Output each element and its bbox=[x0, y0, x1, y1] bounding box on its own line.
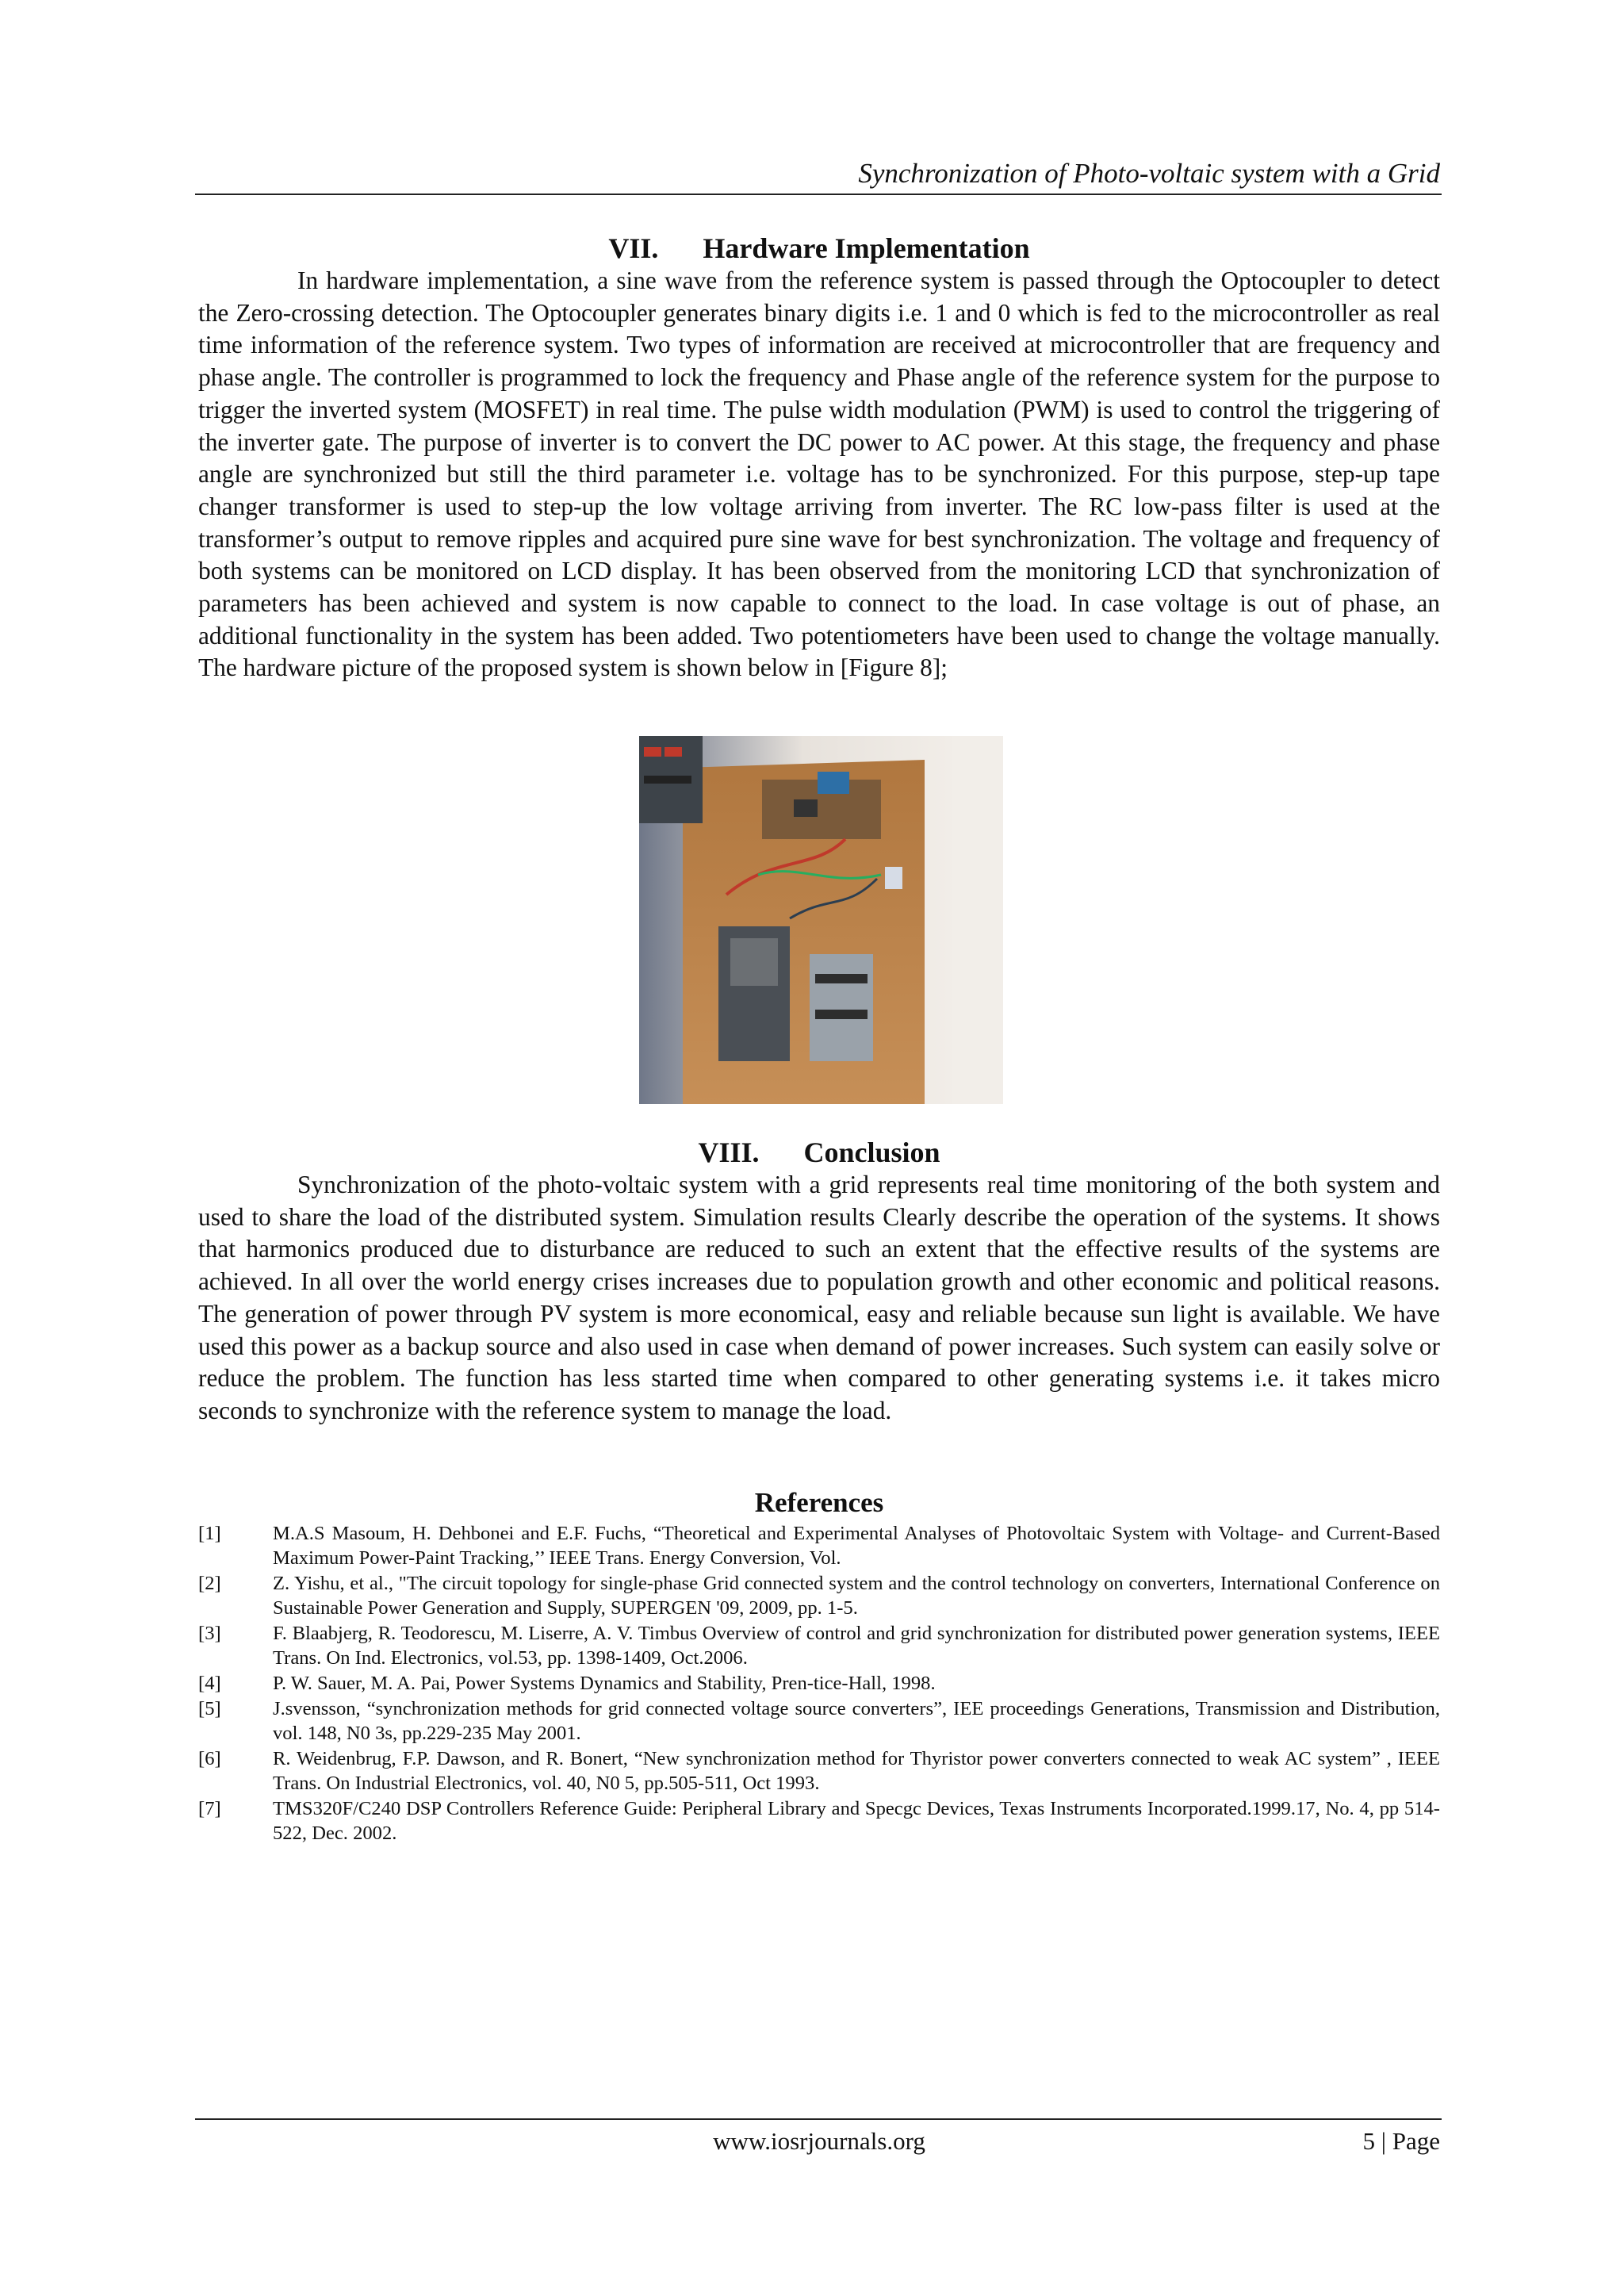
reference-number: [3] bbox=[198, 1623, 221, 1644]
reference-text: R. Weidenbrug, F.P. Dawson, and R. Bonert, “New synchronization method for Thyristor power converters connected to weak AC system” , IEEE Trans. On Industrial Electronics, vol. 40, N0 5, pp.505-511, Oct 1993. bbox=[273, 1748, 1440, 1794]
reference-number: [4] bbox=[198, 1673, 221, 1694]
hardware-photo-drawing bbox=[639, 736, 1003, 1104]
running-title: Synchronization of Photo-voltaic system with a Grid bbox=[858, 158, 1440, 189]
reference-item bbox=[198, 1571, 1440, 1620]
reference-number: [2] bbox=[198, 1573, 221, 1594]
section-title: Hardware Implementation bbox=[703, 232, 1030, 264]
reference-number: [5] bbox=[198, 1698, 221, 1719]
page-number: 5 | Page bbox=[1362, 2127, 1440, 2155]
reference-text: F. Blaabjerg, R. Teodorescu, M. Liserre, A. V. Timbus Overview of control and grid synchronization for distributed power generation systems, IEEE Trans. On Ind. Electronics, vol.53, pp. 1398-1409, Oct.2006. bbox=[273, 1623, 1440, 1669]
footer-url: www.iosrjournals.org bbox=[713, 2127, 925, 2155]
reference-text: J.svensson, “synchronization methods for grid connected voltage source converters”, IEE proceedings Generations, Transmission and Distribution, vol. 148, N0 3s, pp.229-235 May 2001. bbox=[273, 1698, 1440, 1744]
paragraph-text: In hardware implementation, a sine wave from the reference system is passed through the Optocoupler to detect the Zero-crossing detection. The Optocoupler generates binary digits i.e. 1 and 0 which is fed to the microcontroller as real time information of the reference system. Two types of information are received at microcontroller that are frequency and phase angle. The controller is programmed to lock the frequency and Phase angle of the reference system for the purpose to trigger the inverted system (MOSFET) in real time. The pulse width modulation (PWM) is used to control the triggering of the inverter gate. The purpose of inverter is to convert the DC power to AC power. At this stage, the frequency and phase angle are synchronized but still the third parameter i.e. voltage has to be synchronized. For this purpose, step-up tape changer transformer is used to step-up the low voltage arriving from inverter. The RC low-pass filter is used at the transformer’s output to remove ripples and acquired pure sine wave for best synchronization. The voltage and frequency of both systems can be monitored on LCD display. It has been observed from the monitoring LCD that synchronization of parameters has been achieved and system is now capable to connect to the load. In case voltage is out of phase, an additional functionality in the system has been added. Two potentiometers have been used to change the voltage manually. The hardware picture of the proposed system is shown below in [Figure 8]; bbox=[198, 266, 1440, 682]
reference-item bbox=[198, 1671, 1440, 1696]
section-heading-hardware bbox=[198, 230, 1440, 266]
reference-number: [1] bbox=[198, 1523, 221, 1544]
paragraph-text: Synchronization of the photo-voltaic system with a grid represents real time monitoring of the both system and used to share the load of the distributed system. Simulation results Clearly describe the operation of the systems. It shows that harmonics produced due to disturbance are reduced to such an extent that the effective results of the systems are achieved. In all over the world energy crises increases due to population growth and other economic and political reasons. The generation of power through PV system is more economical, easy and reliable because sun light is available. We have used this power as a backup source and also used in case when demand of power increases. Such system can easily solve or reduce the problem. The function has less started time when compared to other generating systems i.e. it takes micro seconds to synchronize with the reference system to manage the load. bbox=[198, 1171, 1440, 1424]
section-number: VII. bbox=[608, 232, 659, 264]
section-number: VIII. bbox=[698, 1137, 760, 1168]
reference-text: M.A.S Masoum, H. Dehbonei and E.F. Fuchs, “Theoretical and Experimental Analyses of Photovoltaic System with Voltage- and Current-Based Maximum Power-Paint Tracking,’’ IEEE Trans. Energy Conversion, Vol. bbox=[273, 1523, 1440, 1569]
reference-item bbox=[198, 1796, 1440, 1846]
footer-rule bbox=[195, 2118, 1442, 2120]
reference-list bbox=[198, 1521, 1440, 1846]
reference-item bbox=[198, 1621, 1440, 1670]
reference-text: P. W. Sauer, M. A. Pai, Power Systems Dynamics and Stability, Pren-tice-Hall, 1998. bbox=[273, 1673, 936, 1694]
reference-item bbox=[198, 1746, 1440, 1796]
reference-item bbox=[198, 1696, 1440, 1746]
references-heading: References bbox=[754, 1487, 884, 1518]
reference-item bbox=[198, 1521, 1440, 1570]
reference-number: [6] bbox=[198, 1748, 221, 1769]
hardware-photo bbox=[639, 736, 1003, 1104]
reference-text: Z. Yishu, et al., "The circuit topology for single-phase Grid connected system and the control technology on converters, International Conference on Sustainable Power Generation and Supply, SUPERGEN '09, 2009, pp. 1-5. bbox=[273, 1573, 1440, 1619]
header-rule bbox=[195, 194, 1442, 195]
reference-number: [7] bbox=[198, 1798, 221, 1819]
hardware-paragraph bbox=[198, 265, 1440, 684]
reference-text: TMS320F/C240 DSP Controllers Reference Guide: Peripheral Library and Specgc Devices, Texas Instruments Incorporated.1999.17, No. 4, pp 514-522, Dec. 2002. bbox=[273, 1798, 1440, 1844]
section-heading-conclusion bbox=[198, 1134, 1440, 1171]
conclusion-paragraph bbox=[198, 1169, 1440, 1428]
section-title: Conclusion bbox=[803, 1137, 940, 1168]
